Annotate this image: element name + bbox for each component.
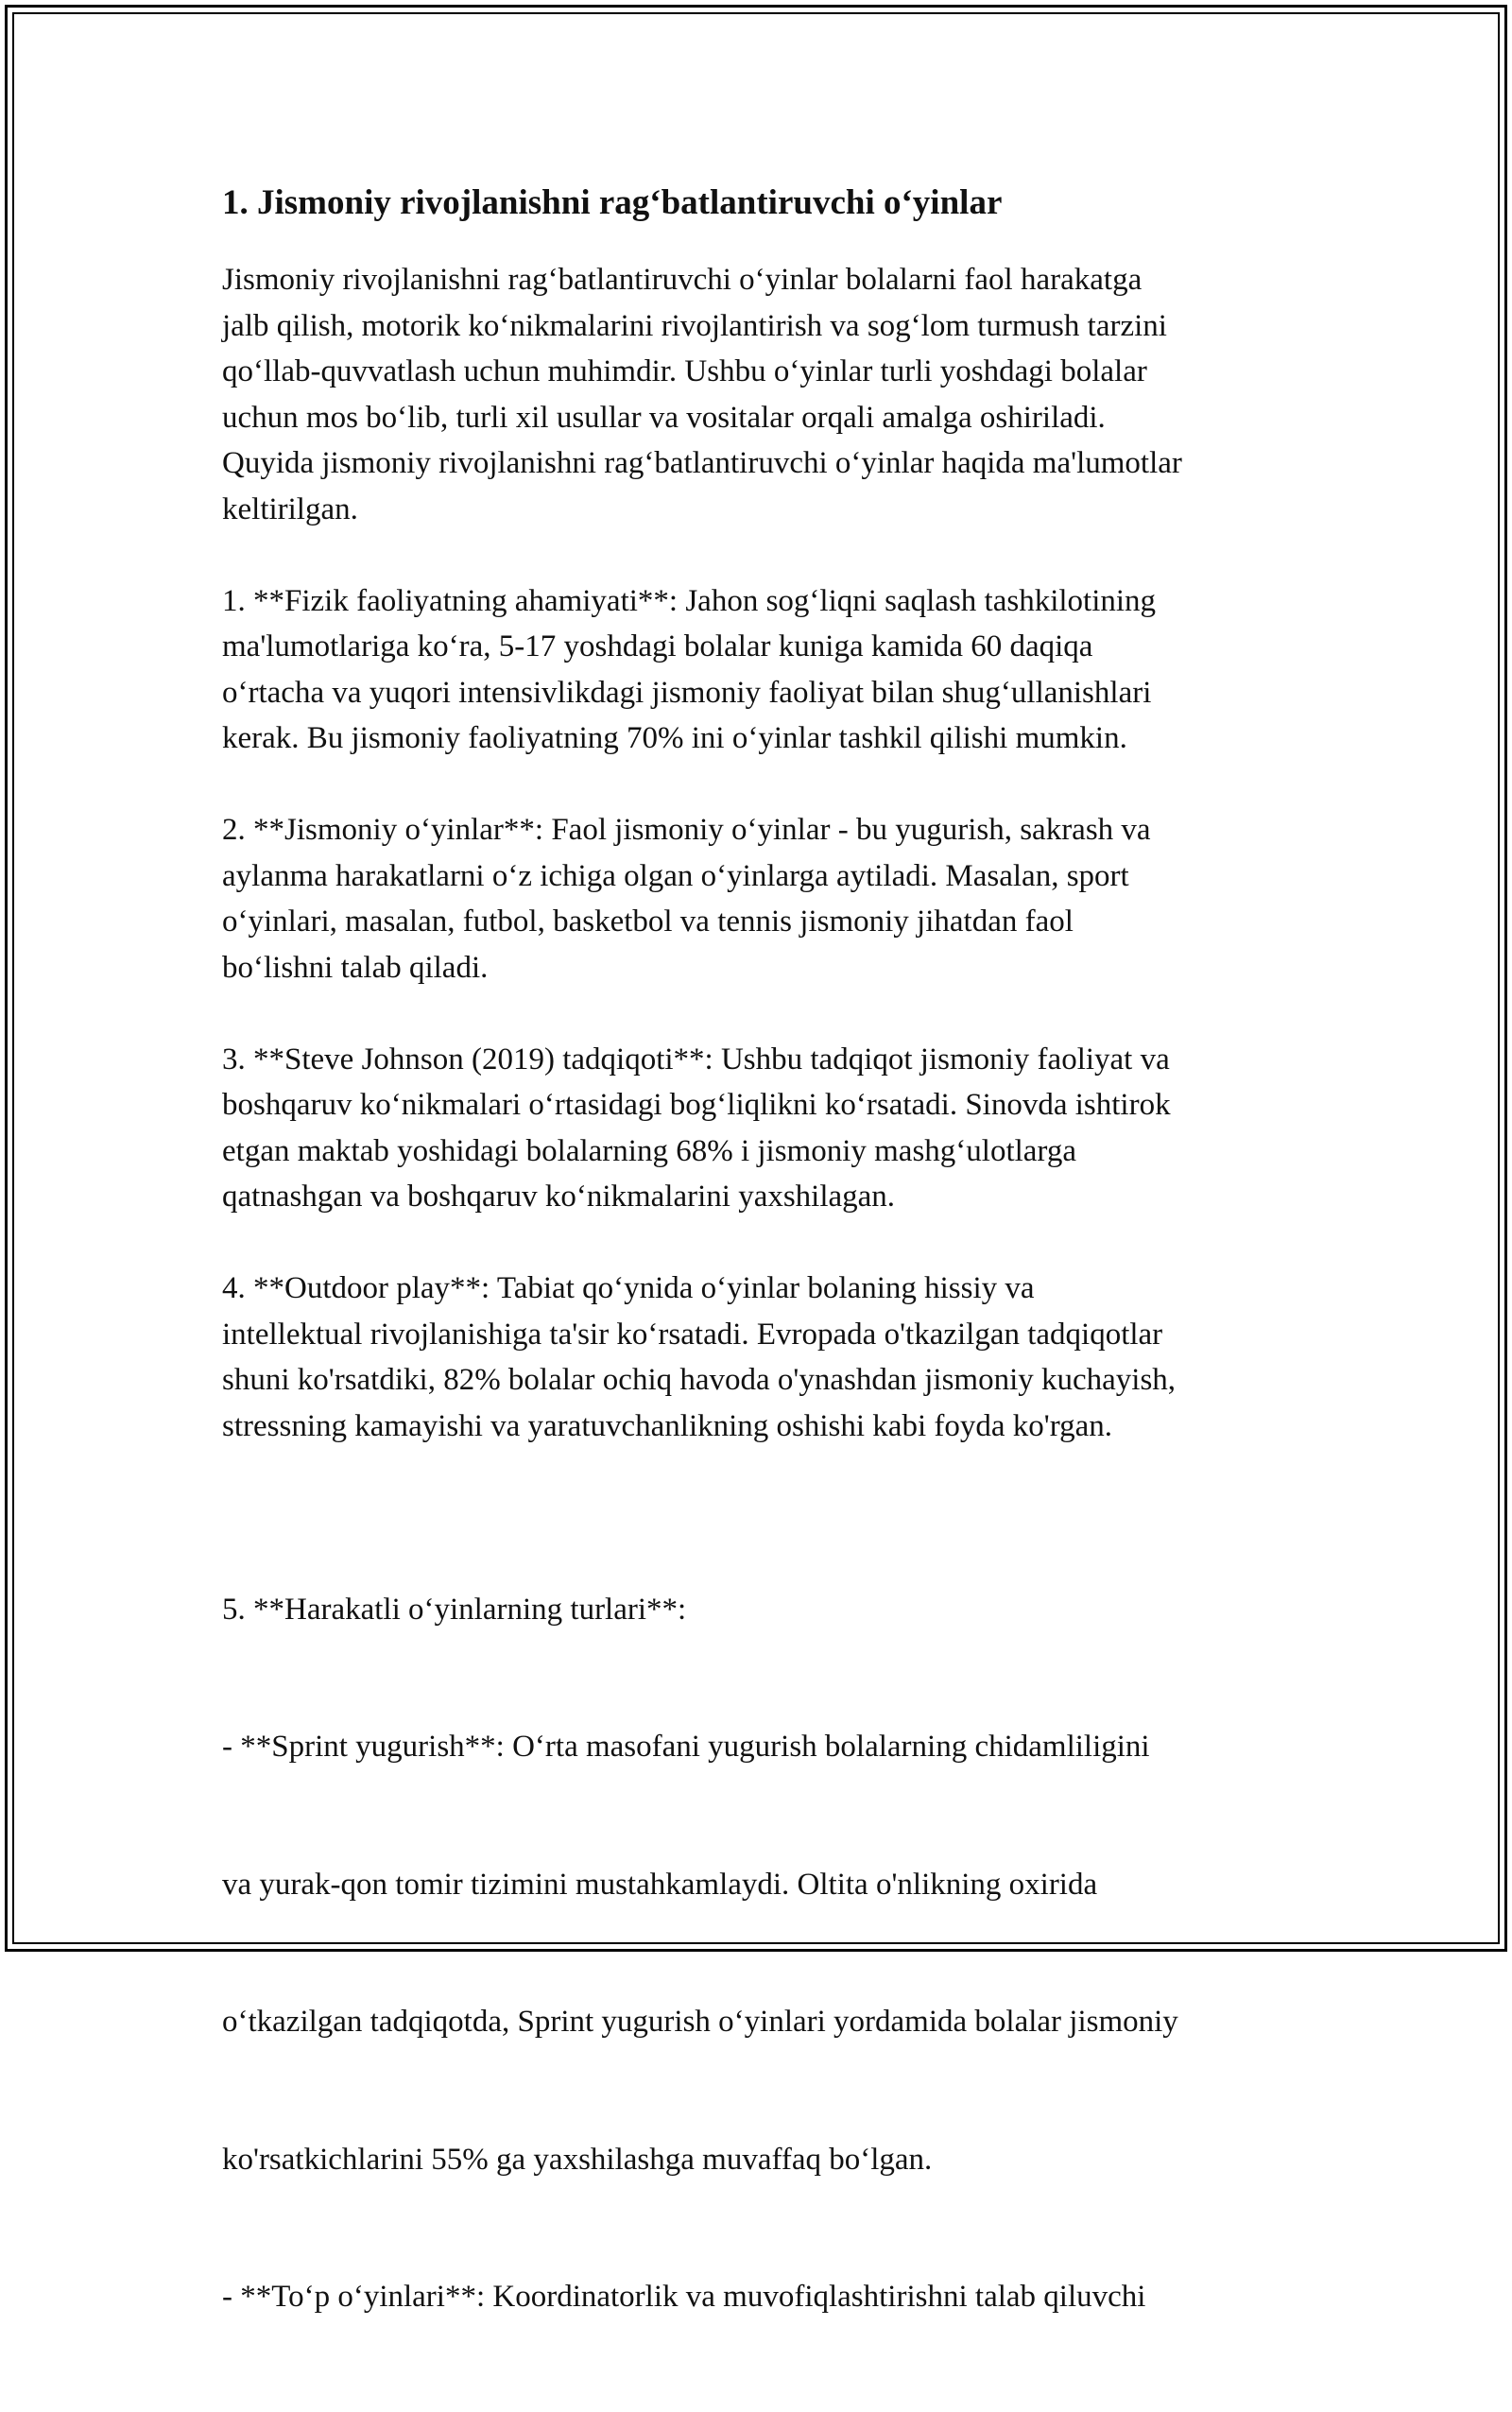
item4-line: stressning kamayishi va yaratuvchanlikning oshishi kabi foyda ko'rgan. [222, 1408, 1112, 1443]
item3-line: qatnashgan va boshqaruv ko‘nikmalarini yaxshilagan. [222, 1180, 896, 1214]
list-item-4 [222, 1266, 1318, 1449]
item1-line: kerak. Bu jismoniy faoliyatning 70% ini o‘yinlar tashkil qilishi mumkin. [222, 721, 1127, 755]
item5-line: va yurak-qon tomir tizimini mustahkamlaydi. Oltita o'nlikning oxirida [222, 1867, 1098, 1902]
list-item-3 [222, 1037, 1318, 1220]
intro-paragraph [222, 257, 1318, 532]
intro-line: uchun mos bo‘lib, turli xil usullar va vositalar orqali amalga oshiriladi. [222, 400, 1106, 435]
item1-line: ma'lumotlariga ko‘ra, 5-17 yoshdagi bolalar kuniga kamida 60 daqiqa [222, 629, 1093, 663]
list-item-5 [222, 1495, 1318, 2412]
list-item-1 [222, 578, 1318, 762]
item3-line: etgan maktab yoshidagi bolalarning 68% i jismoniy mashg‘ulotlarga [222, 1133, 1076, 1168]
item5-line: ko'rsatkichlarini 55% ga yaxshilashga muvaffaq bo‘lgan. [222, 2142, 933, 2177]
item4-line: intellektual rivojlanishiga ta'sir ko‘rsatadi. Evropada o'tkazilgan tadqiqotlar [222, 1317, 1163, 1352]
item5-line: o‘tkazilgan tadqiqotda, Sprint yugurish o‘yinlari yordamida bolalar jismoniy [222, 2005, 1178, 2039]
intro-line: Jismoniy rivojlanishni rag‘batlantiruvchi o‘yinlar bolalarni faol harakatga [222, 263, 1143, 297]
paragraph-gap [222, 991, 1318, 1037]
item4-line: 4. **Outdoor play**: Tabiat qo‘ynida o‘yinlar bolaning hissiy va [222, 1271, 1035, 1305]
item4-line: shuni ko'rsatdiki, 82% bolalar ochiq havoda o'ynashdan jismoniy kuchayish, [222, 1363, 1177, 1397]
item2-line: bo‘lishni talab qiladi. [222, 950, 489, 985]
paragraph-gap [222, 1220, 1318, 1266]
intro-line: jalb qilish, motorik ko‘nikmalarini rivojlantirish va sog‘lom turmush tarzini [222, 308, 1167, 343]
item2-line: o‘yinlari, masalan, futbol, basketbol va tennis jismoniy jihatdan faol [222, 904, 1074, 939]
item2-line: 2. **Jismoniy o‘yinlar**: Faol jismoniy o‘yinlar - bu yugurish, sakrash va [222, 813, 1151, 847]
section-title: 1. Jismoniy rivojlanishni rag‘batlantiruvchi o‘yinlar [222, 183, 1003, 222]
list-item-2 [222, 807, 1318, 991]
item3-line: boshqaruv ko‘nikmalari o‘rtasidagi bog‘liqlikni ko‘rsatadi. Sinovda ishtirok [222, 1088, 1171, 1122]
intro-line: Quyida jismoniy rivojlanishni rag‘batlantiruvchi o‘yinlar haqida ma'lumotlar [222, 446, 1182, 480]
paragraph-gap [222, 1449, 1318, 1495]
item2-line: aylanma harakatlarni o‘z ichiga olgan o‘yinlarga aytiladi. Masalan, sport [222, 858, 1129, 893]
paragraph-gap [222, 532, 1318, 578]
item5-subitem-line: - **To‘p o‘yinlari**: Koordinatorlik va muvofiqlashtirishni talab qiluvchi [222, 2280, 1146, 2314]
item1-line: 1. **Fizik faoliyatning ahamiyati**: Jahon sog‘liqni saqlash tashkilotining [222, 583, 1157, 618]
document-body [222, 178, 1318, 2412]
paragraph-gap [222, 762, 1318, 808]
item1-line: o‘rtacha va yuqori intensivlikdagi jismoniy faoliyat bilan shug‘ullanishlari [222, 675, 1152, 710]
intro-line: keltirilgan. [222, 491, 358, 526]
intro-line: qo‘llab-quvvatlash uchun muhimdir. Ushbu o‘yinlar turli yoshdagi bolalar [222, 354, 1147, 388]
item3-line: 3. **Steve Johnson (2019) tadqiqoti**: Ushbu tadqiqot jismoniy faoliyat va [222, 1042, 1170, 1077]
item5-line: 5. **Harakatli o‘yinlarning turlari**: [222, 1592, 687, 1627]
item5-subitem-line: - **Sprint yugurish**: O‘rta masofani yugurish bolalarning chidamliligini [222, 1730, 1150, 1764]
